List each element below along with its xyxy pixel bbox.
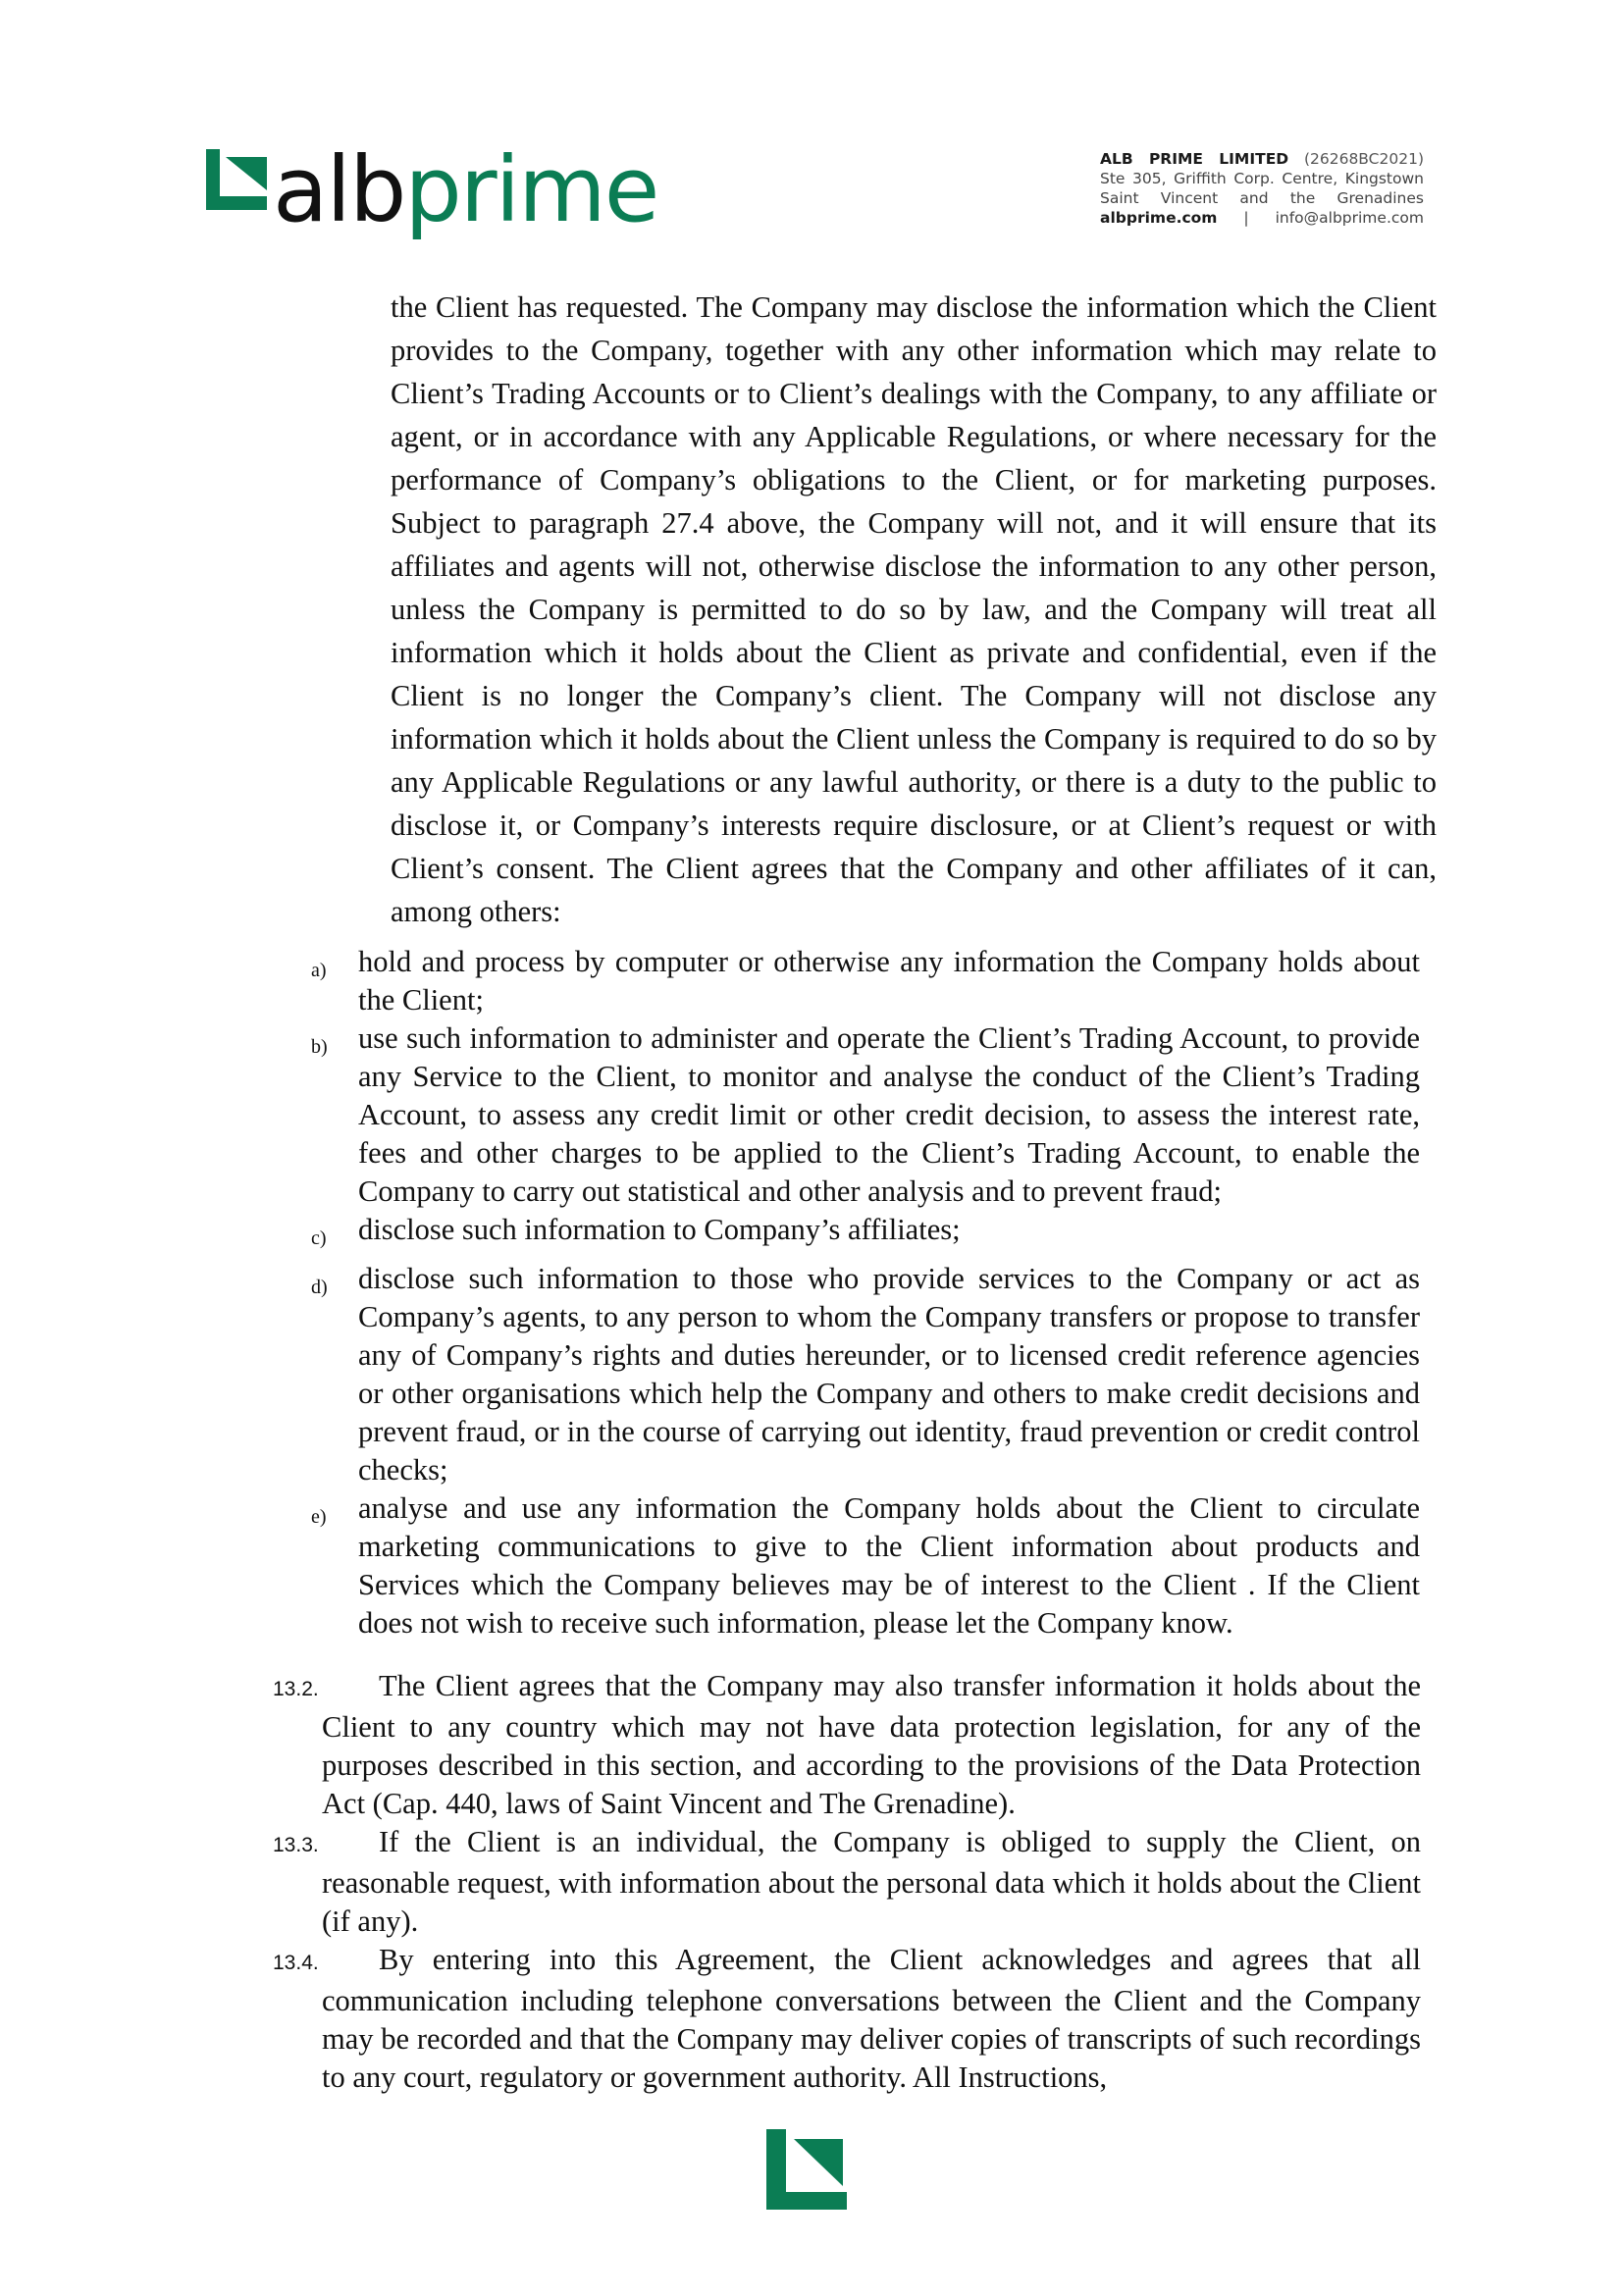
- clause-text: If the Client is an individual, the Company is obliged to supply the Client, on reasonable request, with information about the personal data which it holds about the Client (if any).: [322, 1825, 1421, 1938]
- company-name: ALB PRIME LIMITED: [1100, 150, 1289, 168]
- lettered-list: [311, 943, 1420, 1643]
- list-letter: d): [311, 1277, 328, 1298]
- list-letter: b): [311, 1036, 328, 1058]
- clause-13-2: [273, 1667, 1421, 1823]
- list-item: [311, 1019, 1420, 1211]
- list-text: hold and process by computer or otherwise any information the Company holds about the Client;: [358, 945, 1420, 1017]
- company-reg: (26268BC2021): [1303, 150, 1424, 168]
- logo-wordmark: [273, 137, 658, 242]
- intro-paragraph: the Client has requested. The Company may disclose the information which the Client provides to the Company, together with any other information which may relate to Client’s Trading Accounts or to Client’s dealings with the Company, to any affiliate or agent, or in accordance with any Applicable Regulations, or where necessary for the performance of Company’s obligations to the Client, or for marketing purposes. Subject to paragraph 27.4 above, the Company will not, and it will ensure that its affiliates and agents will not, otherwise disclose the information to any other person, unless the Company is permitted to do so by law, and the Company will treat all information which it holds about the Client as private and confidential, even if the Client is no longer the Company’s client. The Company will not disclose any information which it holds about the Client unless the Company is required to do so by any Applicable Regulations or any lawful authority, or there is a duty to the public to disclose it, or Company’s interests require disclosure, or at Client’s request or with Client’s consent. The Client agrees that the Company and other affiliates of it can, among others:: [391, 290, 1437, 928]
- logo-text-alb: alb: [273, 137, 405, 242]
- clause-13-3: [273, 1823, 1421, 1941]
- address-line-2: Saint Vincent and the Grenadines: [1100, 189, 1424, 207]
- company-logo: [206, 137, 658, 242]
- list-text: use such information to administer and operate the Client’s Trading Account, to provide any Service to the Client, to monitor and analyse the conduct of the Client’s Trading Account, to assess any credit limit or other credit decision, to assess the interest rate, fees and other charges to be applied to the Client’s Trading Account, to enable the Company to carry out statistical and other analysis and to prevent fraud;: [358, 1021, 1420, 1208]
- contact-line: [1100, 208, 1424, 228]
- list-item: [311, 1260, 1420, 1489]
- company-name-line: [1100, 149, 1424, 169]
- list-text: analyse and use any information the Company holds about the Client to circulate marketing communications to give to the Client information about products and Services which the Company believes may be of interest to the Client . If the Client does not wish to receive such information, please let the Company know.: [358, 1491, 1420, 1640]
- footer-logo-mark-icon: [766, 2129, 847, 2210]
- contact-separator: |: [1243, 209, 1249, 227]
- clause-text: By entering into this Agreement, the Client acknowledges and agrees that all communication including telephone conversations between the Client and the Company may be recorded and that the Company may deliver copies of transcripts of such recordings to any court, regulatory or government authority. All Instructions,: [322, 1943, 1421, 2094]
- list-item: [311, 1489, 1420, 1643]
- list-item: [311, 1211, 1420, 1260]
- logo-text-prime: prime: [404, 137, 658, 242]
- list-text: disclose such information to those who provide services to the Company or act as Company’s agents, to any person to whom the Company transfers or propose to transfer any of Company’s rights and duties hereunder, or to licensed credit reference agencies or other organisations which help the Company and others to make credit decisions and prevent fraud, or in the course of carrying out identity, fraud prevention or credit control checks;: [358, 1262, 1420, 1487]
- numbered-clauses: [273, 1667, 1421, 2097]
- list-letter: a): [311, 960, 327, 981]
- logo-mark-icon: [206, 149, 267, 210]
- clause-text: The Client agrees that the Company may also transfer information it holds about the Client to any country which may not have data protection legislation, for any of the purposes described in this section, and according to the provisions of the Data Protection Act (Cap. 440, laws of Saint Vincent and The Grenadine).: [322, 1669, 1421, 1820]
- list-item: [311, 943, 1420, 1019]
- list-letter: e): [311, 1506, 327, 1528]
- address-line-1: Ste 305, Griffith Corp. Centre, Kingstown: [1100, 170, 1424, 187]
- list-letter: c): [311, 1227, 327, 1249]
- list-text: disclose such information to Company’s affiliates;: [358, 1213, 961, 1246]
- clause-13-4: [273, 1941, 1421, 2097]
- company-info: [1100, 149, 1424, 228]
- email-link[interactable]: info@albprime.com: [1275, 209, 1424, 227]
- clause-number: 13.4.: [273, 1952, 319, 1974]
- clause-number: 13.3.: [273, 1834, 319, 1856]
- website-link[interactable]: albprime.com: [1100, 209, 1218, 227]
- clause-number: 13.2.: [273, 1678, 319, 1700]
